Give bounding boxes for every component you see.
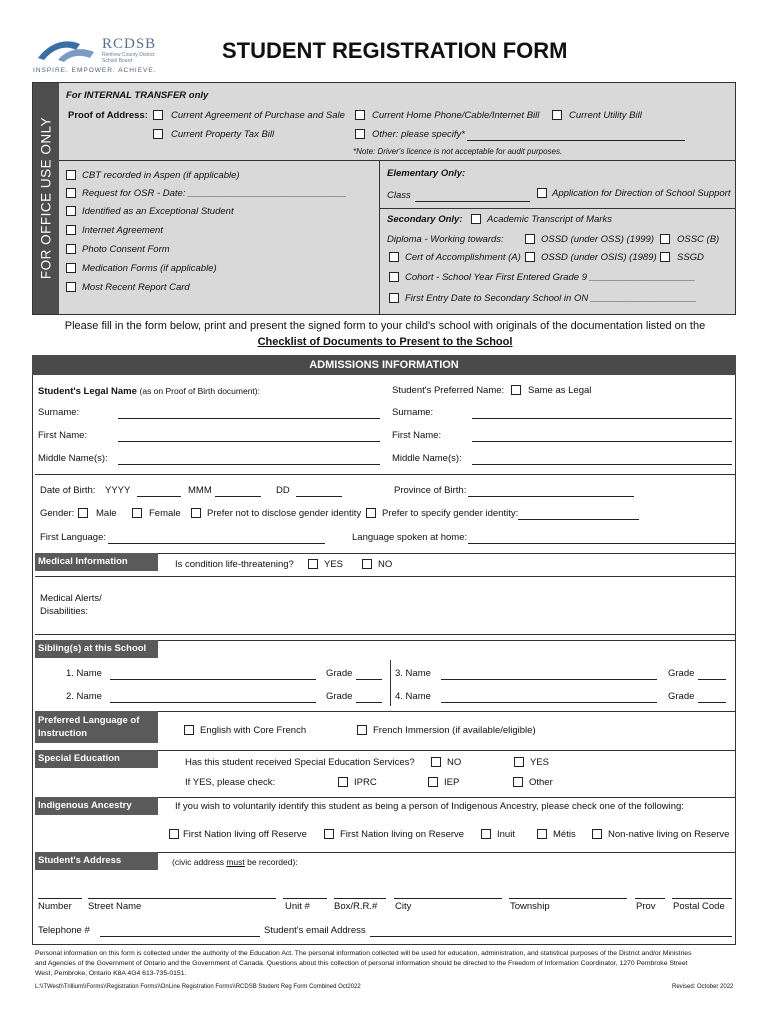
sibling-4-grade-field[interactable]: [698, 702, 726, 703]
sibling-2-label: 2. Name: [66, 691, 102, 702]
french-immersion-checkbox[interactable]: [357, 725, 367, 735]
dob-dd-label: DD: [276, 485, 290, 496]
same-as-legal-checkbox[interactable]: [511, 385, 521, 395]
report-card-checkbox[interactable]: [66, 282, 76, 292]
proof-other-label: Other: please specify*: [372, 129, 465, 140]
office-divider: [59, 160, 735, 161]
surname-label: Surname:: [38, 407, 80, 418]
cohort-label: Cohort - School Year First Entered Grade 9 ____________________: [405, 272, 696, 283]
photo-consent-checkbox[interactable]: [66, 244, 76, 254]
siblings-top-line: [158, 640, 736, 641]
privacy-line-1: Personal information on this form is collected under the authority of the Education Act. The personal information collected will be used for education, administration, and statistical purposes of the District and/or Ministries: [35, 950, 692, 957]
prefer-specify-checkbox[interactable]: [366, 508, 376, 518]
email-field[interactable]: [370, 936, 732, 937]
sibling-3-grade-field[interactable]: [698, 679, 726, 680]
special-ed-yes-label: YES: [530, 757, 550, 768]
proof-purchase-checkbox[interactable]: [153, 110, 163, 120]
sibling-4-name-field[interactable]: [441, 702, 657, 703]
logo-text: RCDSB: [102, 36, 157, 52]
indigenous-question: If you wish to voluntarily identify this student as being a person of Indigenous Ancestry, please check one of the following:: [175, 801, 684, 812]
transcript-checkbox[interactable]: [471, 214, 481, 224]
township-field[interactable]: [509, 898, 627, 899]
city-field[interactable]: [394, 898, 502, 899]
logo-subtext: Renfrew County District School Board: [102, 52, 155, 64]
prov-field[interactable]: [635, 898, 665, 899]
sibling-1-grade-label: Grade: [326, 668, 353, 679]
postal-label: Postal Code: [673, 901, 725, 912]
life-threatening-no-checkbox[interactable]: [362, 559, 372, 569]
medication-forms-checkbox[interactable]: [66, 263, 76, 273]
male-label: Male: [96, 508, 117, 519]
telephone-field[interactable]: [100, 936, 260, 937]
special-ed-question: Has this student received Special Education Services?: [185, 757, 415, 768]
iprc-checkbox[interactable]: [338, 777, 348, 787]
medical-top-line: [158, 553, 736, 554]
licence-note: *Note: Driver's licence is not acceptable for audit purposes.: [353, 147, 563, 156]
iprc-label: IPRC: [354, 777, 377, 788]
transcript-label: Academic Transcript of Marks: [487, 214, 612, 225]
pref-middle-names-field[interactable]: [472, 464, 732, 465]
language-home-field[interactable]: [468, 543, 735, 544]
unit-field[interactable]: [283, 898, 327, 899]
special-ed-no-checkbox[interactable]: [431, 757, 441, 767]
number-field[interactable]: [38, 898, 82, 899]
non-native-label: Non-native living on Reserve: [608, 829, 730, 840]
ossd-osis-checkbox[interactable]: [525, 252, 535, 262]
special-ed-top-line: [158, 750, 736, 751]
cbt-checkbox[interactable]: [66, 170, 76, 180]
metis-checkbox[interactable]: [537, 829, 547, 839]
office-side-label: FOR OFFICE USE ONLY: [38, 116, 54, 280]
siblings-divider: [390, 660, 391, 706]
proof-phone-label: Current Home Phone/Cable/Internet Bill: [372, 110, 540, 121]
proof-phone-checkbox[interactable]: [355, 110, 365, 120]
ossd-oss-label: OSSD (under OSS) (1999): [541, 234, 654, 245]
indigenous-bar: Indigenous Ancestry: [35, 797, 158, 815]
proof-purchase-label: Current Agreement of Purchase and Sale: [171, 110, 345, 121]
dob-mmm-field[interactable]: [215, 496, 261, 497]
life-threatening-no-label: NO: [378, 559, 393, 570]
iep-label: IEP: [444, 777, 460, 788]
first-nation-off-checkbox[interactable]: [169, 829, 179, 839]
page-title: STUDENT REGISTRATION FORM: [222, 38, 568, 63]
preferred-name-label: Student's Preferred Name:: [392, 385, 505, 396]
app-direction-checkbox[interactable]: [537, 188, 547, 198]
sibling-1-label: 1. Name: [66, 668, 102, 679]
pref-first-name-label: First Name:: [392, 430, 442, 441]
class-label: Class: [387, 190, 411, 201]
medical-alerts-label-1: Medical Alerts/: [40, 593, 102, 604]
office-vdivider: [379, 160, 380, 314]
first-entry-checkbox[interactable]: [389, 293, 399, 303]
prov-label: Prov: [636, 901, 656, 912]
female-label: Female: [149, 508, 181, 519]
elementary-label: Elementary Only:: [387, 168, 466, 179]
pref-surname-label: Surname:: [392, 407, 434, 418]
box-field[interactable]: [334, 898, 386, 899]
sibling-4-grade-label: Grade: [668, 691, 695, 702]
email-label: Student's email Address: [264, 925, 366, 936]
sibling-2-grade-field[interactable]: [356, 702, 382, 703]
dob-yyyy-label: YYYY: [105, 485, 131, 496]
proof-other-field[interactable]: [467, 140, 685, 141]
province-label: Province of Birth:: [394, 485, 467, 496]
sibling-2-grade-label: Grade: [326, 691, 353, 702]
tagline: INSPIRE. EMPOWER. ACHIEVE.: [33, 67, 157, 74]
life-threatening-yes-label: YES: [324, 559, 344, 570]
middle-names-label: Middle Name(s):: [38, 453, 108, 464]
exceptional-label: Identified as an Exceptional Student: [82, 206, 234, 217]
life-threatening-yes-checkbox[interactable]: [308, 559, 318, 569]
medical-bottom-line: [35, 634, 736, 635]
rcdsb-logo-icon: [36, 36, 98, 62]
legal-name-label: Student's Legal Name (as on Proof of Birth document):: [38, 386, 260, 397]
proof-tax-label: Current Property Tax Bill: [171, 129, 275, 140]
special-ed-bar: Special Education: [35, 750, 158, 768]
postal-field[interactable]: [672, 898, 732, 899]
proof-other-checkbox[interactable]: [355, 129, 365, 139]
internal-transfer-label: For INTERNAL TRANSFER only: [66, 90, 209, 101]
language-bar: Preferred Language of Instruction: [35, 711, 158, 743]
dob-mmm-label: MMM: [188, 485, 212, 496]
female-checkbox[interactable]: [132, 508, 142, 518]
ssgd-checkbox[interactable]: [660, 252, 670, 262]
first-nation-on-label: First Nation living on Reserve: [340, 829, 465, 840]
first-name-label: First Name:: [38, 430, 88, 441]
ssgd-label: SSGD: [677, 252, 704, 263]
first-language-label: First Language:: [40, 532, 107, 543]
class-field[interactable]: [415, 201, 530, 202]
prefer-not-label: Prefer not to disclose gender identity: [207, 508, 362, 519]
french-immersion-label: French Immersion (if available/eligible): [373, 725, 536, 736]
osr-checkbox[interactable]: [66, 188, 76, 198]
prefer-specify-field[interactable]: [518, 519, 639, 520]
diploma-label: Diploma - Working towards:: [387, 234, 504, 245]
cohort-checkbox[interactable]: [389, 272, 399, 282]
medical-alerts-label-2: Disabilities:: [40, 606, 89, 617]
siblings-bar: Sibling(s) at this School: [35, 640, 158, 658]
pref-first-name-field[interactable]: [472, 441, 732, 442]
street-label: Street Name: [88, 901, 142, 912]
pref-middle-names-label: Middle Name(s):: [392, 453, 462, 464]
dob-yyyy-field[interactable]: [137, 496, 181, 497]
ossd-osis-label: OSSD (under OSIS) (1989): [541, 252, 657, 263]
sibling-3-label: 3. Name: [395, 668, 431, 679]
ossc-checkbox[interactable]: [660, 234, 670, 244]
telephone-label: Telephone #: [38, 925, 90, 936]
metis-label: Métis: [553, 829, 576, 840]
language-home-label: Language spoken at home:: [352, 532, 468, 543]
sibling-2-name-field[interactable]: [110, 702, 316, 703]
first-entry-label: First Entry Date to Secondary School in ON ____________________: [405, 293, 697, 304]
pref-surname-field[interactable]: [472, 418, 732, 419]
admissions-header: ADMISSIONS INFORMATION: [32, 355, 736, 375]
city-label: City: [395, 901, 412, 912]
language-top-line: [158, 711, 736, 712]
ossc-label: OSSC (B): [677, 234, 720, 245]
inuit-checkbox[interactable]: [481, 829, 491, 839]
privacy-line-2: and Agencies of the Government of Ontario and the Government of Canada. Questions about this collection of personal information should be directed to the Freedom of Information Coordinator, 1270 Pembroke Street: [35, 960, 688, 967]
office-hdivider: [379, 208, 735, 209]
special-ed-yes-checkbox[interactable]: [514, 757, 524, 767]
other-checkbox[interactable]: [513, 777, 523, 787]
medical-line: [35, 576, 736, 577]
checklist-link[interactable]: Checklist of Documents to Present to the School: [257, 336, 513, 348]
cert-accomp-label: Cert of Accomplishment (A): [405, 252, 521, 263]
photo-consent-label: Photo Consent Form: [82, 244, 170, 255]
prefer-specify-label: Prefer to specify gender identity:: [382, 508, 519, 519]
internet-agreement-checkbox[interactable]: [66, 225, 76, 235]
english-core-french-label: English with Core French: [200, 725, 307, 736]
english-core-french-checkbox[interactable]: [184, 725, 194, 735]
first-nation-on-checkbox[interactable]: [324, 829, 334, 839]
street-field[interactable]: [88, 898, 276, 899]
first-language-field[interactable]: [108, 543, 325, 544]
app-direction-label: Application for Direction of School Support: [552, 188, 731, 199]
privacy-line-3: West, Pembroke, Ontario K8A 4G4 613-735-0151.: [35, 970, 187, 977]
ossd-oss-checkbox[interactable]: [525, 234, 535, 244]
address-top-line: [158, 852, 736, 853]
cert-accomp-checkbox[interactable]: [389, 252, 399, 262]
non-native-checkbox[interactable]: [592, 829, 602, 839]
gender-label: Gender:: [40, 508, 75, 519]
cbt-label: CBT recorded in Aspen (if applicable): [82, 170, 240, 181]
middle-names-field[interactable]: [118, 464, 380, 465]
instructions-line: Please fill in the form below, print and present the signed form to your child's school with originals of the documentation listed on the: [64, 320, 706, 332]
surname-field[interactable]: [118, 418, 380, 419]
report-card-label: Most Recent Report Card: [82, 282, 190, 293]
proof-utility-checkbox[interactable]: [552, 110, 562, 120]
sibling-4-label: 4. Name: [395, 691, 431, 702]
first-name-field[interactable]: [118, 441, 380, 442]
number-label: Number: [38, 901, 72, 912]
province-field[interactable]: [468, 496, 634, 497]
file-path: L:\\TWest\\Trillium\\Forms\\Registration Forms\\OnLine Registration Forms\\RCDSB Student Reg Form Combined Oct2022: [35, 984, 361, 990]
township-label: Township: [510, 901, 550, 912]
osr-label: Request for OSR - Date: ______________________________: [82, 188, 347, 199]
internet-agreement-label: Internet Agreement: [82, 225, 163, 236]
medical-bar: Medical Information: [35, 553, 158, 571]
indigenous-top-line: [158, 797, 736, 798]
section-divider: [35, 474, 736, 475]
secondary-label: Secondary Only:: [387, 214, 463, 225]
special-ed-check-label: If YES, please check:: [185, 777, 276, 788]
same-as-legal-label: Same as Legal: [528, 385, 592, 396]
medication-forms-label: Medication Forms (if applicable): [82, 263, 217, 274]
iep-checkbox[interactable]: [428, 777, 438, 787]
address-note: (civic address must be recorded):: [172, 857, 298, 867]
unit-label: Unit #: [285, 901, 310, 912]
sibling-1-name-field[interactable]: [110, 679, 316, 680]
life-threatening-label: Is condition life-threatening?: [175, 559, 294, 570]
male-checkbox[interactable]: [78, 508, 88, 518]
sibling-1-grade-field[interactable]: [356, 679, 382, 680]
sibling-3-name-field[interactable]: [441, 679, 657, 680]
proof-utility-label: Current Utility Bill: [569, 110, 642, 121]
inuit-label: Inuit: [497, 829, 515, 840]
sibling-3-grade-label: Grade: [668, 668, 695, 679]
revised-date: Revised: October 2022: [672, 984, 734, 990]
address-bar: Student's Address: [35, 852, 158, 870]
first-nation-off-label: First Nation living off Reserve: [183, 829, 307, 840]
proof-tax-checkbox[interactable]: [153, 129, 163, 139]
dob-dd-field[interactable]: [296, 496, 342, 497]
other-label: Other: [529, 777, 553, 788]
box-label: Box/R.R.#: [334, 901, 378, 912]
dob-label: Date of Birth:: [40, 485, 96, 496]
proof-label: Proof of Address:: [68, 110, 148, 121]
special-ed-no-label: NO: [447, 757, 462, 768]
prefer-not-checkbox[interactable]: [191, 508, 201, 518]
exceptional-checkbox[interactable]: [66, 206, 76, 216]
